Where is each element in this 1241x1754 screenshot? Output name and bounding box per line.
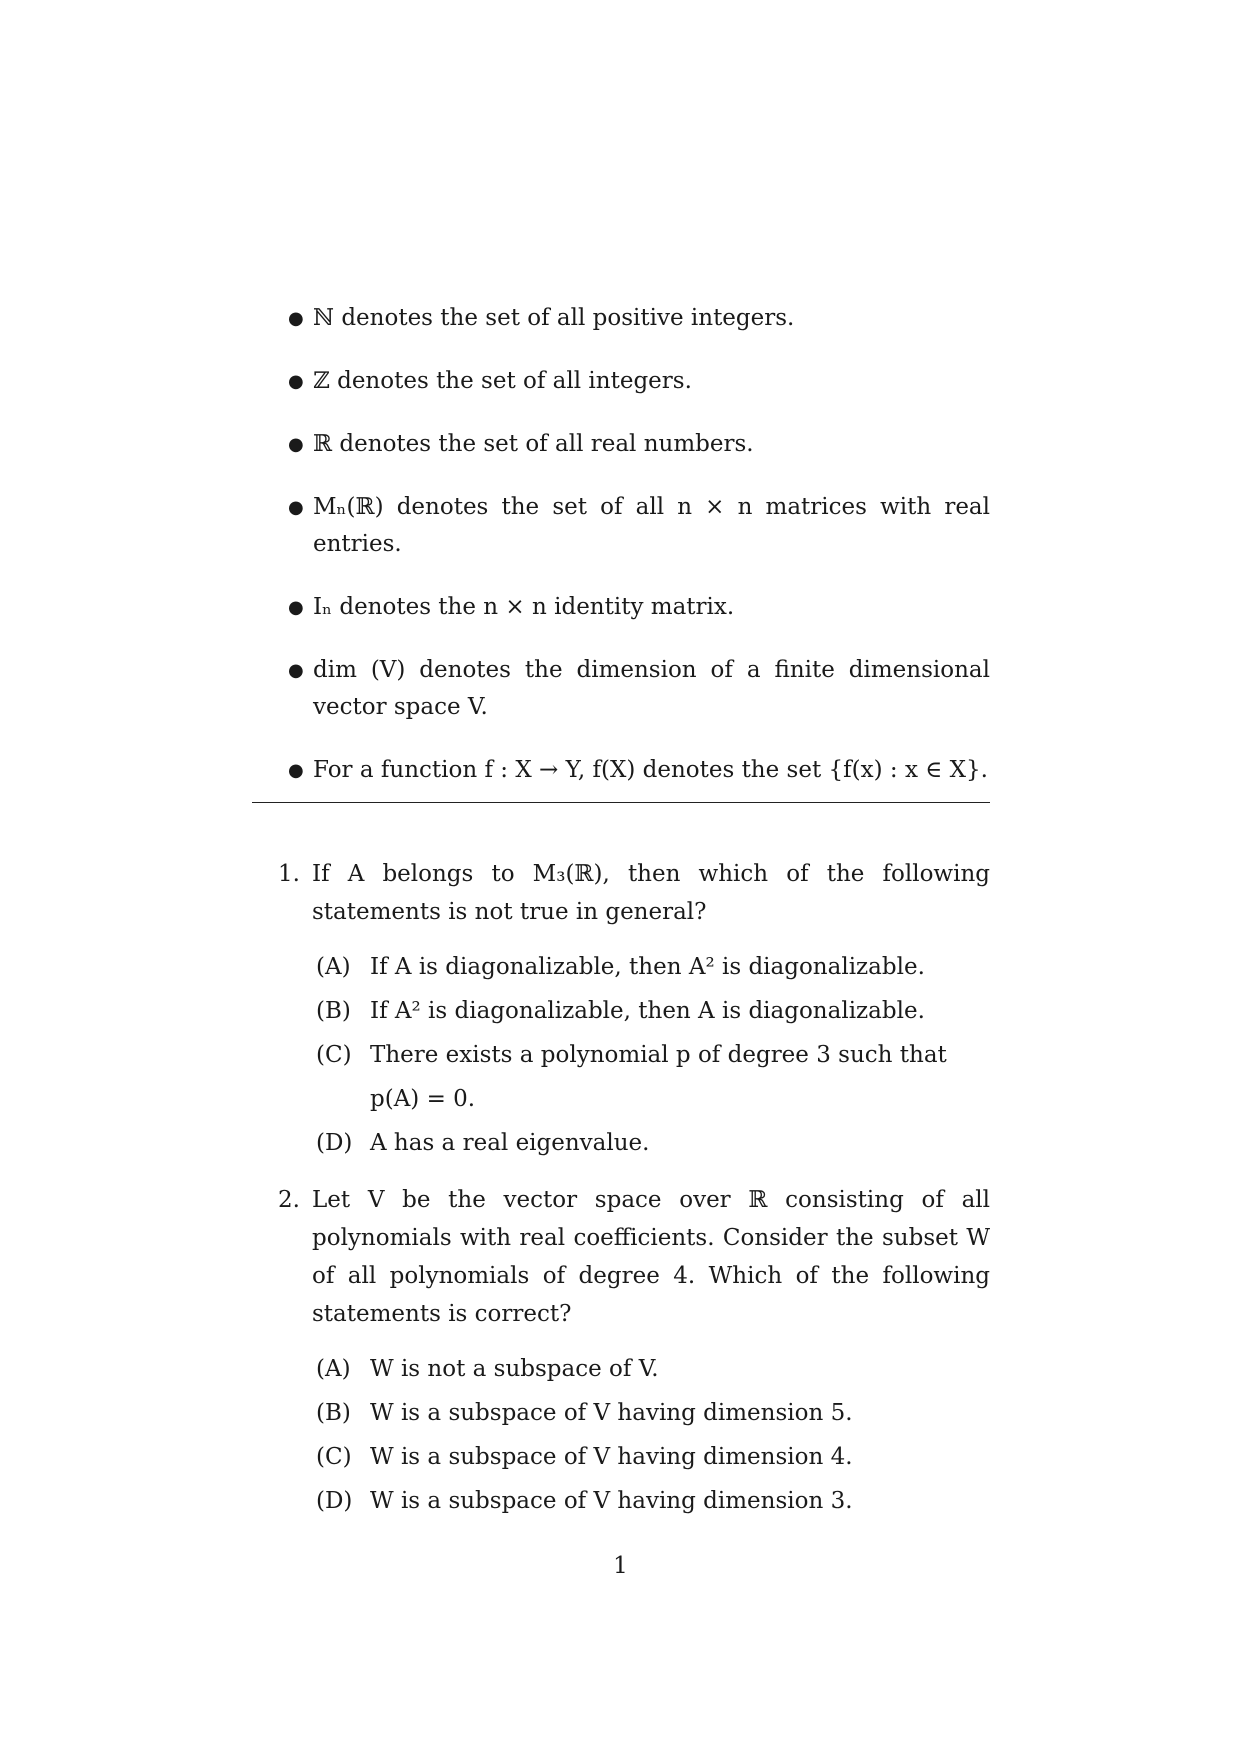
option-b bbox=[316, 1391, 990, 1435]
option-label: (D) bbox=[316, 1488, 353, 1514]
option-text: There exists a polynomial p of degree 3 such that p(A) = 0. bbox=[370, 1042, 947, 1112]
notation-item bbox=[280, 426, 990, 463]
option-label: (A) bbox=[316, 954, 351, 980]
notation-text: Mₙ(ℝ) denotes the set of all n × n matrices with real entries. bbox=[313, 494, 990, 557]
question-text: If A belongs to M₃(ℝ), then which of the following statements is not true in general? bbox=[312, 861, 990, 925]
bullet-icon: ● bbox=[288, 497, 304, 518]
question-text: Let V be the vector space over ℝ consisting of all polynomials with real coefficients. Consider the subset W of all polynomials of degree 4. Which of the following statements is correct? bbox=[312, 1187, 990, 1327]
option-d bbox=[316, 1121, 990, 1165]
notation-item bbox=[280, 589, 990, 626]
notation-text: dim (V) denotes the dimension of a finite dimensional vector space V. bbox=[313, 657, 990, 720]
bullet-icon: ● bbox=[288, 597, 304, 618]
bullet-icon: ● bbox=[288, 760, 304, 781]
option-list bbox=[316, 945, 990, 1165]
option-label: (B) bbox=[316, 1400, 351, 1426]
option-label: (C) bbox=[316, 1444, 352, 1470]
option-c bbox=[316, 1435, 990, 1479]
option-a bbox=[316, 945, 990, 989]
question-1 bbox=[278, 855, 990, 1165]
notation-text: ℤ denotes the set of all integers. bbox=[313, 368, 692, 394]
option-d bbox=[316, 1479, 990, 1523]
notation-item bbox=[280, 752, 990, 789]
option-text: W is a subspace of V having dimension 5. bbox=[370, 1400, 853, 1426]
option-a bbox=[316, 1347, 990, 1391]
notation-item bbox=[280, 489, 990, 563]
bullet-icon: ● bbox=[288, 434, 304, 455]
notation-text: ℝ denotes the set of all real numbers. bbox=[313, 431, 754, 457]
option-c bbox=[316, 1033, 990, 1121]
section-divider bbox=[252, 802, 990, 803]
bullet-icon: ● bbox=[288, 371, 304, 392]
question-number: 1. bbox=[278, 861, 300, 887]
notation-item bbox=[280, 363, 990, 400]
question-2 bbox=[278, 1181, 990, 1523]
option-label: (D) bbox=[316, 1130, 353, 1156]
option-text: W is a subspace of V having dimension 3. bbox=[370, 1488, 853, 1514]
notation-item bbox=[280, 652, 990, 726]
option-label: (B) bbox=[316, 998, 351, 1024]
option-text: W is not a subspace of V. bbox=[370, 1356, 659, 1382]
notation-text: For a function f : X → Y, f(X) denotes the set {f(x) : x ∈ X}. bbox=[313, 757, 988, 783]
option-text: A has a real eigenvalue. bbox=[370, 1130, 650, 1156]
question-number: 2. bbox=[278, 1187, 300, 1213]
bullet-icon: ● bbox=[288, 660, 304, 681]
bullet-icon: ● bbox=[288, 308, 304, 329]
notation-list bbox=[280, 300, 990, 815]
option-label: (C) bbox=[316, 1042, 352, 1068]
notation-text: Iₙ denotes the n × n identity matrix. bbox=[313, 594, 735, 620]
page-number: 1 bbox=[613, 1553, 628, 1579]
option-list bbox=[316, 1347, 990, 1523]
option-text: W is a subspace of V having dimension 4. bbox=[370, 1444, 853, 1470]
option-b bbox=[316, 989, 990, 1033]
option-text: If A² is diagonalizable, then A is diagonalizable. bbox=[370, 998, 925, 1024]
notation-item bbox=[280, 300, 990, 337]
option-label: (A) bbox=[316, 1356, 351, 1382]
option-text: If A is diagonalizable, then A² is diagonalizable. bbox=[370, 954, 925, 980]
notation-text: ℕ denotes the set of all positive integers. bbox=[313, 305, 795, 331]
